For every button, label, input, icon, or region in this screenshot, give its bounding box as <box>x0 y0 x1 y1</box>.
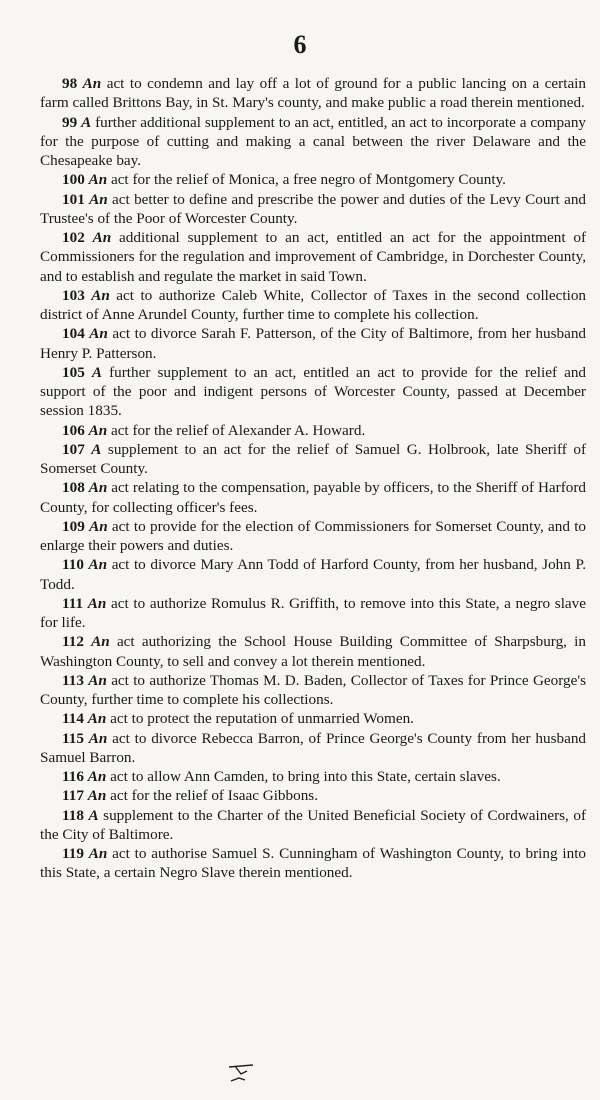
act-entry <box>40 74 586 113</box>
act-number: 108 <box>62 479 85 497</box>
act-number: 115 <box>62 729 84 747</box>
act-number: 118 <box>62 806 84 824</box>
act-article: An <box>91 286 110 304</box>
act-text: act relating to the compensation, payable by officers, to the Sheriff of Harford County, for collecting officer's fees. <box>40 479 587 516</box>
act-article: A <box>81 113 92 131</box>
act-number: 114 <box>62 710 84 728</box>
act-text: act better to define and prescribe the power and duties of the Levy Court and Trustee's of the Poor of Worcester County. <box>40 190 587 227</box>
act-article: An <box>89 190 108 208</box>
act-number: 100 <box>62 171 85 189</box>
page-number: 6 <box>293 30 307 59</box>
act-article: An <box>88 421 108 439</box>
act-article: An <box>87 768 107 785</box>
act-text: act to divorce Sarah F. Patterson, of the City of Baltimore, from her husband Henry P. Patterson. <box>40 325 587 362</box>
act-text: act to divorce Mary Ann Todd of Harford County, from her husband, John P. Todd. <box>40 556 587 593</box>
act-number: 103 <box>62 286 85 304</box>
act-article: A <box>88 806 99 824</box>
act-entry <box>40 363 586 421</box>
act-entry <box>40 709 586 728</box>
act-number: 111 <box>62 594 84 612</box>
act-article: An <box>88 729 108 747</box>
act-entry <box>40 671 586 710</box>
act-text: act for the relief of Monica, a free negro of Montgomery County. <box>110 171 506 189</box>
act-entry <box>40 786 586 805</box>
act-number: 101 <box>62 190 85 208</box>
act-text: act to divorce Rebecca Barron, of Prince George's County from her husband Samuel Barron. <box>40 729 587 766</box>
act-entry <box>40 806 586 845</box>
act-article: A <box>91 440 102 458</box>
act-entry <box>40 594 586 633</box>
act-number: 112 <box>62 633 84 651</box>
act-number: 104 <box>62 325 85 343</box>
act-text: act to provide for the election of Commissioners for Somerset County, and to enlarge their powers and duties. <box>40 517 587 554</box>
act-entry <box>40 517 586 556</box>
act-article: An <box>92 229 112 246</box>
act-entry <box>40 478 586 517</box>
act-text: additional supplement to an act, entitled an act for the appointment of Commissioners for the regulation and improvement of Cambridge, in Dorchester County, and to establish and regulate the market in said Town. <box>40 229 587 285</box>
act-text: supplement to an act for the relief of Samuel G. Holbrook, late Sheriff of Somerset County. <box>40 440 587 477</box>
act-article: An <box>89 517 108 535</box>
act-text: supplement to the Charter of the United Beneficial Society of Cordwainers, of the City of Baltimore. <box>40 806 587 843</box>
handwritten-mark-icon <box>225 1060 261 1086</box>
act-text: act to authorize Romulus R. Griffith, to remove into this State, a negro slave for life. <box>40 594 587 631</box>
act-article: An <box>82 75 102 92</box>
act-entry <box>40 286 586 325</box>
act-article: An <box>89 325 108 343</box>
act-text: act to condemn and lay off a lot of ground for a public lancing on a certain farm called Brittons Bay, in St. Mary's county, and make public a road therein mentioned. <box>40 75 587 112</box>
act-number: 102 <box>62 229 85 246</box>
act-text: act to protect the reputation of unmarried Women. <box>110 710 414 728</box>
act-number: 109 <box>62 517 85 535</box>
act-text: act to authorise Samuel S. Cunningham of Washington County, to bring into this State, a certain Negro Slave therein mentioned. <box>40 845 587 882</box>
act-entry <box>40 190 586 229</box>
act-number: 98 <box>62 75 78 92</box>
act-article: An <box>91 633 110 651</box>
act-entry <box>40 324 586 363</box>
act-number: 110 <box>62 556 84 574</box>
act-text: act for the relief of Alexander A. Howard. <box>110 421 366 439</box>
act-article: An <box>87 787 107 805</box>
act-entry <box>40 113 586 171</box>
act-article: An <box>88 479 108 497</box>
act-number: 99 <box>62 113 78 131</box>
act-text: further supplement to an act, entitled an act to provide for the relief and support of the poor and indigent persons of Worcester County, passed at December session 1835. <box>40 363 587 420</box>
act-text: further additional supplement to an act, entitled, an act to incorporate a company for the purpose of cutting and making a canal between the river Delaware and the Chesapeake bay. <box>40 113 587 169</box>
act-number: 113 <box>62 671 84 689</box>
act-text: act authorizing the School House Building Committee of Sharpsburg, in Washington County, to sell and convey a lot therein mentioned. <box>40 633 586 670</box>
act-entry <box>40 729 586 768</box>
act-entry <box>40 767 586 786</box>
act-article: An <box>87 710 107 728</box>
act-text: act to authorize Thomas M. D. Baden, Collector of Taxes for Prince George's County, further time to complete his collections. <box>40 671 587 708</box>
act-entry <box>40 170 586 189</box>
act-entry <box>40 632 586 671</box>
act-entry <box>40 228 586 286</box>
act-number: 116 <box>62 768 84 785</box>
act-article: An <box>88 556 108 574</box>
act-entry <box>40 440 586 479</box>
act-number: 107 <box>62 440 85 458</box>
act-entry <box>40 421 586 440</box>
act-text: act for the relief of Isaac Gibbons. <box>110 787 319 805</box>
act-article: An <box>87 594 107 612</box>
act-article: An <box>88 845 108 862</box>
act-article: A <box>91 363 102 381</box>
act-number: 119 <box>62 845 84 862</box>
act-text: act to allow Ann Camden, to bring into this State, certain slaves. <box>110 768 501 785</box>
act-text: act to authorize Caleb White, Collector of Taxes in the second collection district of Anne Arundel County, further time to complete his collection. <box>40 286 587 323</box>
act-entry <box>40 844 586 883</box>
act-number: 106 <box>62 421 85 439</box>
act-number: 117 <box>62 787 84 805</box>
acts-list <box>40 74 586 883</box>
act-entry <box>40 555 586 594</box>
act-article: An <box>88 171 108 189</box>
act-article: An <box>88 671 107 689</box>
act-number: 105 <box>62 363 85 381</box>
